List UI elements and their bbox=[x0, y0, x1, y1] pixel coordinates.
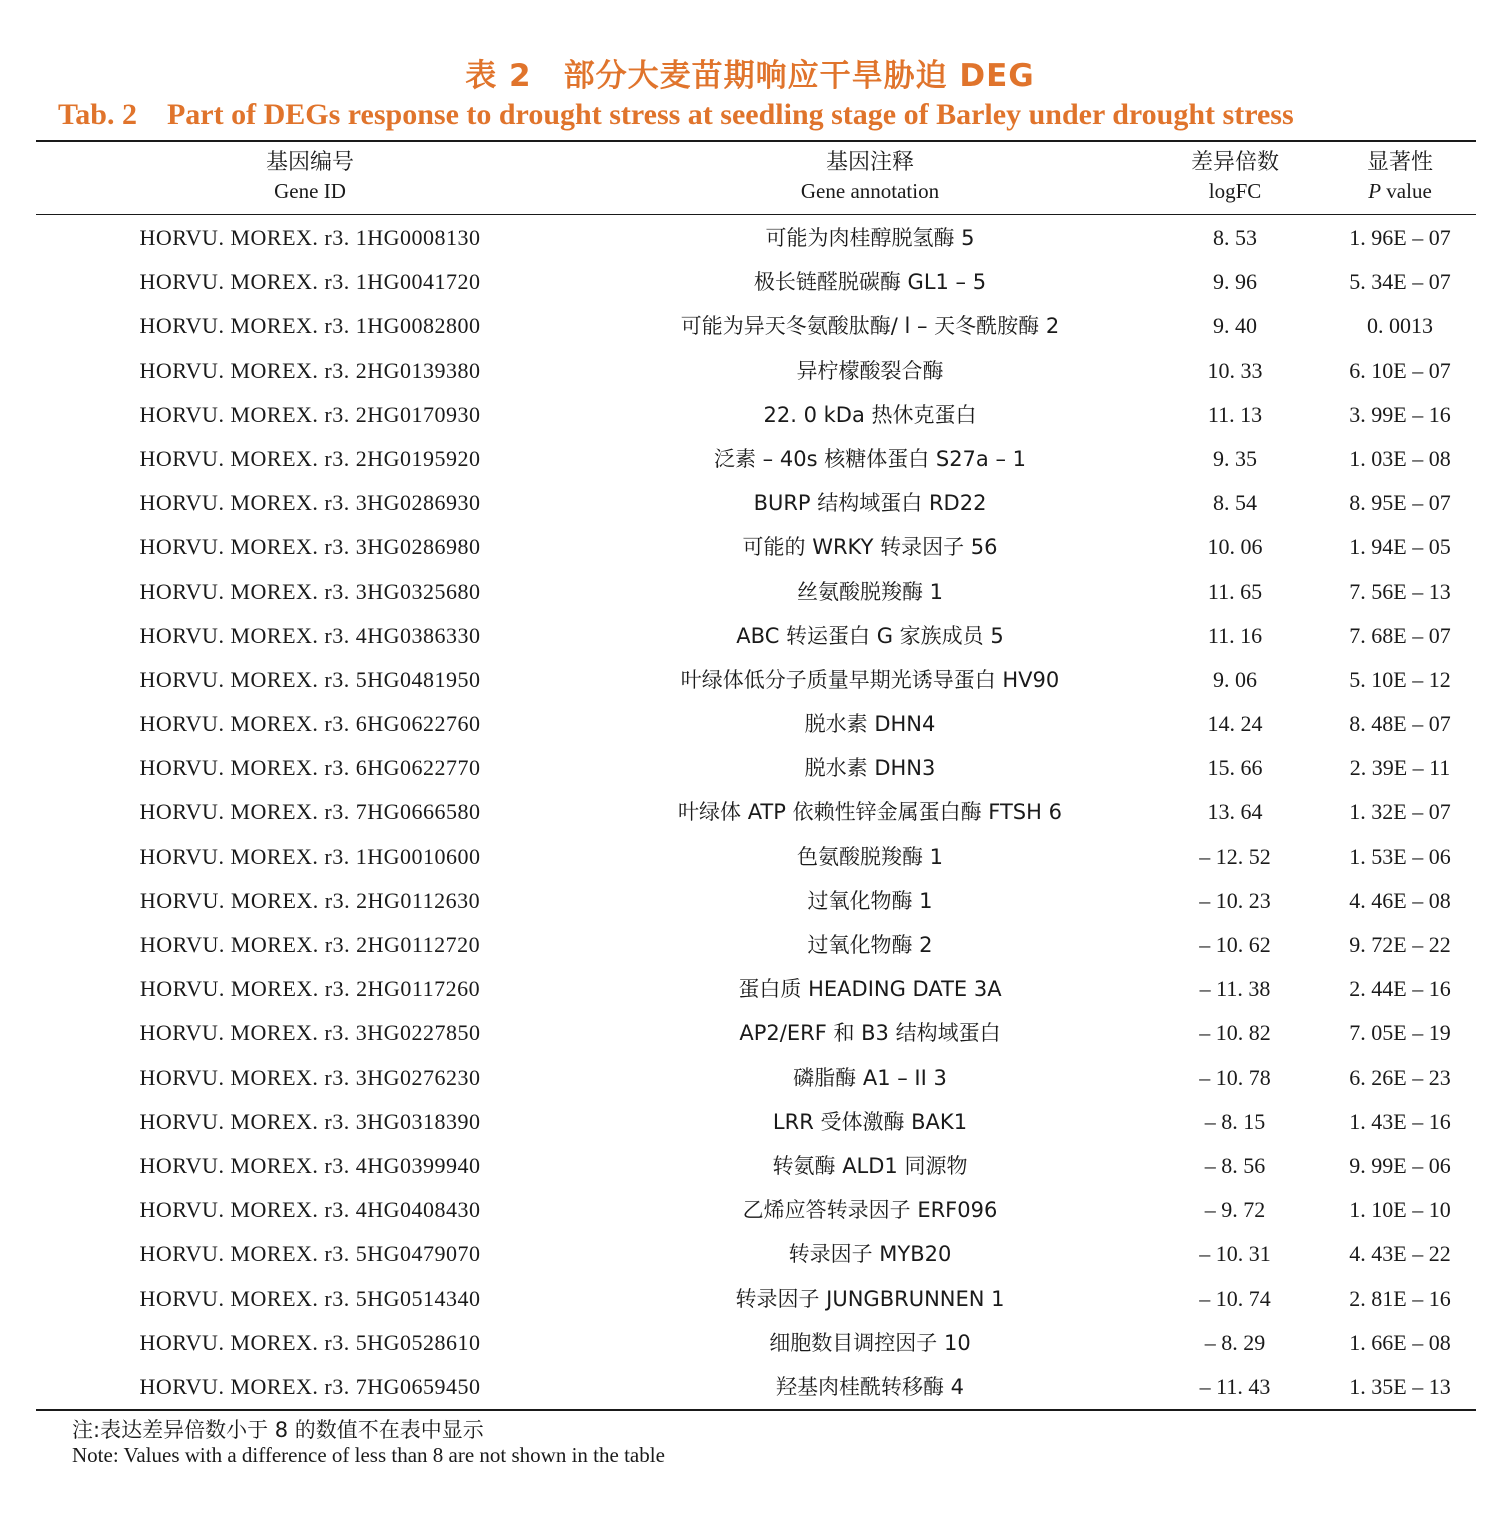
annotation-cell: 色氨酸脱羧酶 1 bbox=[796, 844, 944, 869]
annotation-cell: 22. 0 kDa 热休克蛋白 bbox=[763, 402, 977, 427]
table-row bbox=[0, 1232, 1500, 1276]
table-row bbox=[0, 1100, 1500, 1144]
table-row bbox=[0, 304, 1500, 348]
logfc-cell: 9. 06 bbox=[1213, 666, 1257, 692]
header-logfc-cn: 差异倍数 bbox=[1190, 150, 1279, 175]
logfc-cell: – 9. 72 bbox=[1204, 1197, 1266, 1223]
p-value-cell: 9. 99E – 06 bbox=[1349, 1152, 1451, 1178]
header-annotation-en: Gene annotation bbox=[800, 179, 940, 203]
gene-id-cell: HORVU. MOREX. r3. 2HG0170930 bbox=[139, 401, 481, 427]
p-value-cell: 1. 66E – 08 bbox=[1349, 1329, 1451, 1355]
p-value-cell: 8. 95E – 07 bbox=[1349, 490, 1451, 516]
logfc-cell: – 8. 56 bbox=[1204, 1152, 1266, 1178]
table-row bbox=[0, 790, 1500, 834]
logfc-cell: 13. 64 bbox=[1207, 799, 1263, 825]
logfc-cell: 8. 53 bbox=[1213, 225, 1257, 250]
p-value-cell: 3. 99E – 16 bbox=[1349, 401, 1451, 427]
header-annotation-cn: 基因注释 bbox=[825, 150, 914, 175]
footnote-en: Note: Values with a difference of less than 8 are not shown in the table bbox=[72, 1443, 665, 1467]
logfc-cell: – 10. 78 bbox=[1199, 1064, 1271, 1090]
annotation-cell: 泛素 – 40s 核糖体蛋白 S27a – 1 bbox=[714, 446, 1026, 471]
logfc-cell: 9. 35 bbox=[1213, 445, 1257, 471]
logfc-cell: 14. 24 bbox=[1207, 711, 1263, 737]
logfc-cell: 9. 40 bbox=[1213, 313, 1257, 339]
annotation-cell: 转录因子 JUNGBRUNNEN 1 bbox=[735, 1286, 1005, 1311]
gene-id-cell: HORVU. MOREX. r3. 3HG0286980 bbox=[139, 534, 481, 560]
table-number: Tab. 2 bbox=[58, 98, 137, 131]
p-value-cell: 1. 03E – 08 bbox=[1349, 445, 1451, 471]
header-p-value bbox=[1320, 148, 1480, 206]
gene-id-cell: HORVU. MOREX. r3. 2HG0112720 bbox=[139, 932, 481, 957]
logfc-cell: – 12. 52 bbox=[1199, 843, 1271, 869]
gene-id-cell: HORVU. MOREX. r3. 3HG0318390 bbox=[139, 1108, 481, 1134]
table-title-en-text: Part of DEGs response to drought stress at seedling stage of Barley under drought stress bbox=[166, 98, 1294, 131]
annotation-cell: AP2/ERF 和 B3 结构域蛋白 bbox=[739, 1021, 1001, 1046]
table-row bbox=[0, 481, 1500, 525]
gene-id-cell: HORVU. MOREX. r3. 4HG0408430 bbox=[139, 1197, 481, 1223]
annotation-cell: 叶绿体低分子质量早期光诱导蛋白 HV90 bbox=[680, 667, 1060, 692]
p-value-cell: 5. 34E – 07 bbox=[1349, 269, 1451, 295]
annotation-cell: 可能的 WRKY 转录因子 56 bbox=[742, 535, 998, 560]
annotation-cell: 脱水素 DHN3 bbox=[804, 756, 936, 781]
annotation-cell: 丝氨酸脱羧酶 1 bbox=[796, 579, 944, 604]
table-row bbox=[0, 923, 1500, 967]
logfc-cell: – 10. 31 bbox=[1199, 1241, 1271, 1267]
annotation-cell: 蛋白质 HEADING DATE 3A bbox=[738, 977, 1002, 1002]
logfc-cell: – 8. 15 bbox=[1204, 1108, 1266, 1134]
annotation-cell: 极长链醛脱碳酶 GL1 – 5 bbox=[753, 270, 987, 295]
annotation-cell: 乙烯应答转录因子 ERF096 bbox=[742, 1198, 998, 1223]
logfc-cell: – 10. 82 bbox=[1199, 1020, 1271, 1046]
table-row bbox=[0, 658, 1500, 702]
gene-id-cell: HORVU. MOREX. r3. 6HG0622760 bbox=[139, 711, 481, 737]
gene-id-cell: HORVU. MOREX. r3. 3HG0286930 bbox=[139, 490, 481, 516]
annotation-cell: BURP 结构域蛋白 RD22 bbox=[753, 491, 987, 516]
footnote-cn: 注:表达差异倍数小于 8 的数值不在表中显示 bbox=[72, 1418, 484, 1442]
p-value-cell: 1. 53E – 06 bbox=[1349, 843, 1451, 869]
table-row bbox=[0, 1144, 1500, 1188]
gene-id-cell: HORVU. MOREX. r3. 3HG0276230 bbox=[139, 1064, 481, 1090]
table-row bbox=[0, 614, 1500, 658]
header-annotation bbox=[570, 148, 1170, 206]
gene-id-cell: HORVU. MOREX. r3. 7HG0659450 bbox=[139, 1373, 481, 1399]
p-value-cell: 1. 94E – 05 bbox=[1349, 534, 1451, 560]
table-row bbox=[0, 216, 1500, 260]
logfc-cell: 15. 66 bbox=[1207, 755, 1263, 781]
p-value-cell: 5. 10E – 12 bbox=[1349, 666, 1451, 692]
logfc-cell: – 11. 38 bbox=[1199, 976, 1271, 1002]
annotation-cell: 脱水素 DHN4 bbox=[804, 712, 936, 737]
annotation-cell: 异柠檬酸裂合酶 bbox=[796, 358, 944, 383]
p-value-cell: 2. 81E – 16 bbox=[1349, 1285, 1451, 1311]
logfc-cell: – 10. 62 bbox=[1199, 932, 1271, 957]
table-row bbox=[0, 967, 1500, 1011]
table-row bbox=[0, 349, 1500, 393]
annotation-cell: 可能为肉桂醇脱氢酶 5 bbox=[765, 226, 975, 250]
annotation-cell: 过氧化物酶 1 bbox=[807, 888, 933, 913]
p-value-cell: 2. 44E – 16 bbox=[1349, 976, 1451, 1002]
annotation-cell: LRR 受体激酶 BAK1 bbox=[772, 1109, 968, 1134]
header-rule bbox=[36, 214, 1476, 215]
header-gene-id-cn: 基因编号 bbox=[265, 150, 354, 175]
logfc-cell: 10. 33 bbox=[1207, 357, 1263, 383]
logfc-cell: – 8. 29 bbox=[1204, 1329, 1266, 1355]
gene-id-cell: HORVU. MOREX. r3. 1HG0041720 bbox=[139, 269, 481, 295]
gene-id-cell: HORVU. MOREX. r3. 2HG0139380 bbox=[139, 357, 481, 383]
header-p-italic: P bbox=[1368, 179, 1382, 203]
table-row bbox=[0, 525, 1500, 569]
annotation-cell: 叶绿体 ATP 依赖性锌金属蛋白酶 FTSH 6 bbox=[678, 800, 1062, 825]
p-value-cell: 6. 26E – 23 bbox=[1349, 1064, 1451, 1090]
p-value-cell: 1. 32E – 07 bbox=[1349, 799, 1451, 825]
logfc-cell: 11. 65 bbox=[1207, 578, 1263, 604]
gene-id-cell: HORVU. MOREX. r3. 5HG0514340 bbox=[139, 1285, 481, 1311]
table-title-en bbox=[58, 98, 1458, 132]
gene-id-cell: HORVU. MOREX. r3. 4HG0399940 bbox=[139, 1152, 481, 1178]
table-row bbox=[0, 1188, 1500, 1232]
gene-id-cell: HORVU. MOREX. r3. 6HG0622770 bbox=[139, 755, 481, 781]
gene-id-cell: HORVU. MOREX. r3. 5HG0481950 bbox=[139, 666, 481, 692]
gene-id-cell: HORVU. MOREX. r3. 1HG0082800 bbox=[139, 313, 481, 339]
table-body bbox=[0, 216, 1500, 1409]
gene-id-cell: HORVU. MOREX. r3. 1HG0008130 bbox=[139, 225, 481, 250]
header-gene-id-en: Gene ID bbox=[274, 179, 346, 203]
p-value-cell: 1. 43E – 16 bbox=[1349, 1108, 1451, 1134]
gene-id-cell: HORVU. MOREX. r3. 2HG0117260 bbox=[139, 976, 481, 1002]
table-title-cn: 表 2 部分大麦苗期响应干旱胁迫 DEG bbox=[465, 58, 1035, 94]
p-value-cell: 8. 48E – 07 bbox=[1349, 711, 1451, 737]
table-row bbox=[0, 835, 1500, 879]
gene-id-cell: HORVU. MOREX. r3. 2HG0195920 bbox=[139, 445, 481, 471]
gene-id-cell: HORVU. MOREX. r3. 3HG0227850 bbox=[139, 1020, 481, 1046]
table-row bbox=[0, 393, 1500, 437]
gene-id-cell: HORVU. MOREX. r3. 3HG0325680 bbox=[139, 578, 481, 604]
table-row bbox=[0, 879, 1500, 923]
header-p-en bbox=[1320, 177, 1480, 206]
gene-id-cell: HORVU. MOREX. r3. 5HG0479070 bbox=[139, 1241, 481, 1267]
annotation-cell: 羟基肉桂酰转移酶 4 bbox=[775, 1374, 965, 1399]
logfc-cell: 8. 54 bbox=[1213, 490, 1257, 516]
p-value-cell: 4. 46E – 08 bbox=[1349, 887, 1451, 913]
gene-id-cell: HORVU. MOREX. r3. 7HG0666580 bbox=[139, 799, 481, 825]
gene-id-cell: HORVU. MOREX. r3. 1HG0010600 bbox=[139, 843, 481, 869]
table-row bbox=[0, 437, 1500, 481]
p-value-cell: 2. 39E – 11 bbox=[1349, 755, 1451, 781]
logfc-cell: – 10. 23 bbox=[1199, 887, 1271, 913]
p-value-cell: 1. 96E – 07 bbox=[1349, 225, 1451, 250]
table-row bbox=[0, 260, 1500, 304]
gene-id-cell: HORVU. MOREX. r3. 4HG0386330 bbox=[139, 622, 481, 648]
p-value-cell: 7. 68E – 07 bbox=[1349, 622, 1451, 648]
header-logfc bbox=[1170, 148, 1300, 206]
table-row bbox=[0, 1011, 1500, 1055]
header-p-rest: value bbox=[1381, 179, 1432, 203]
bottom-rule bbox=[36, 1409, 1476, 1411]
annotation-cell: ABC 转运蛋白 G 家族成员 5 bbox=[736, 623, 1004, 648]
p-value-cell: 1. 35E – 13 bbox=[1349, 1373, 1451, 1399]
annotation-cell: 可能为异天冬氨酸肽酶/ l – 天冬酰胺酶 2 bbox=[680, 314, 1060, 339]
table-row bbox=[0, 1056, 1500, 1100]
annotation-cell: 过氧化物酶 2 bbox=[807, 933, 933, 957]
p-value-cell: 0. 0013 bbox=[1367, 313, 1433, 339]
logfc-cell: – 11. 43 bbox=[1199, 1373, 1271, 1399]
header-logfc-en: logFC bbox=[1208, 179, 1262, 203]
p-value-cell: 6. 10E – 07 bbox=[1349, 357, 1451, 383]
p-value-cell: 7. 05E – 19 bbox=[1349, 1020, 1451, 1046]
annotation-cell: 转氨酶 ALD1 同源物 bbox=[772, 1153, 968, 1178]
table-row bbox=[0, 1277, 1500, 1321]
header-gene-id bbox=[110, 148, 510, 206]
annotation-cell: 转录因子 MYB20 bbox=[788, 1242, 952, 1267]
table-row bbox=[0, 1365, 1500, 1409]
top-rule bbox=[36, 140, 1476, 142]
annotation-cell: 细胞数目调控因子 10 bbox=[769, 1330, 971, 1355]
logfc-cell: 9. 96 bbox=[1213, 269, 1257, 295]
table-row bbox=[0, 702, 1500, 746]
table-row bbox=[0, 746, 1500, 790]
logfc-cell: 11. 16 bbox=[1207, 622, 1263, 648]
p-value-cell: 7. 56E – 13 bbox=[1349, 578, 1451, 604]
logfc-cell: – 10. 74 bbox=[1199, 1285, 1271, 1311]
table-row bbox=[0, 1321, 1500, 1365]
annotation-cell: 磷脂酶 A1 – II 3 bbox=[793, 1065, 947, 1090]
logfc-cell: 11. 13 bbox=[1207, 401, 1263, 427]
logfc-cell: 10. 06 bbox=[1207, 534, 1263, 560]
gene-id-cell: HORVU. MOREX. r3. 5HG0528610 bbox=[139, 1329, 481, 1355]
p-value-cell: 9. 72E – 22 bbox=[1349, 932, 1451, 957]
p-value-cell: 4. 43E – 22 bbox=[1349, 1241, 1451, 1267]
gene-id-cell: HORVU. MOREX. r3. 2HG0112630 bbox=[139, 887, 481, 913]
header-p-cn: 显著性 bbox=[1366, 150, 1433, 175]
table-row bbox=[0, 570, 1500, 614]
p-value-cell: 1. 10E – 10 bbox=[1349, 1197, 1451, 1223]
